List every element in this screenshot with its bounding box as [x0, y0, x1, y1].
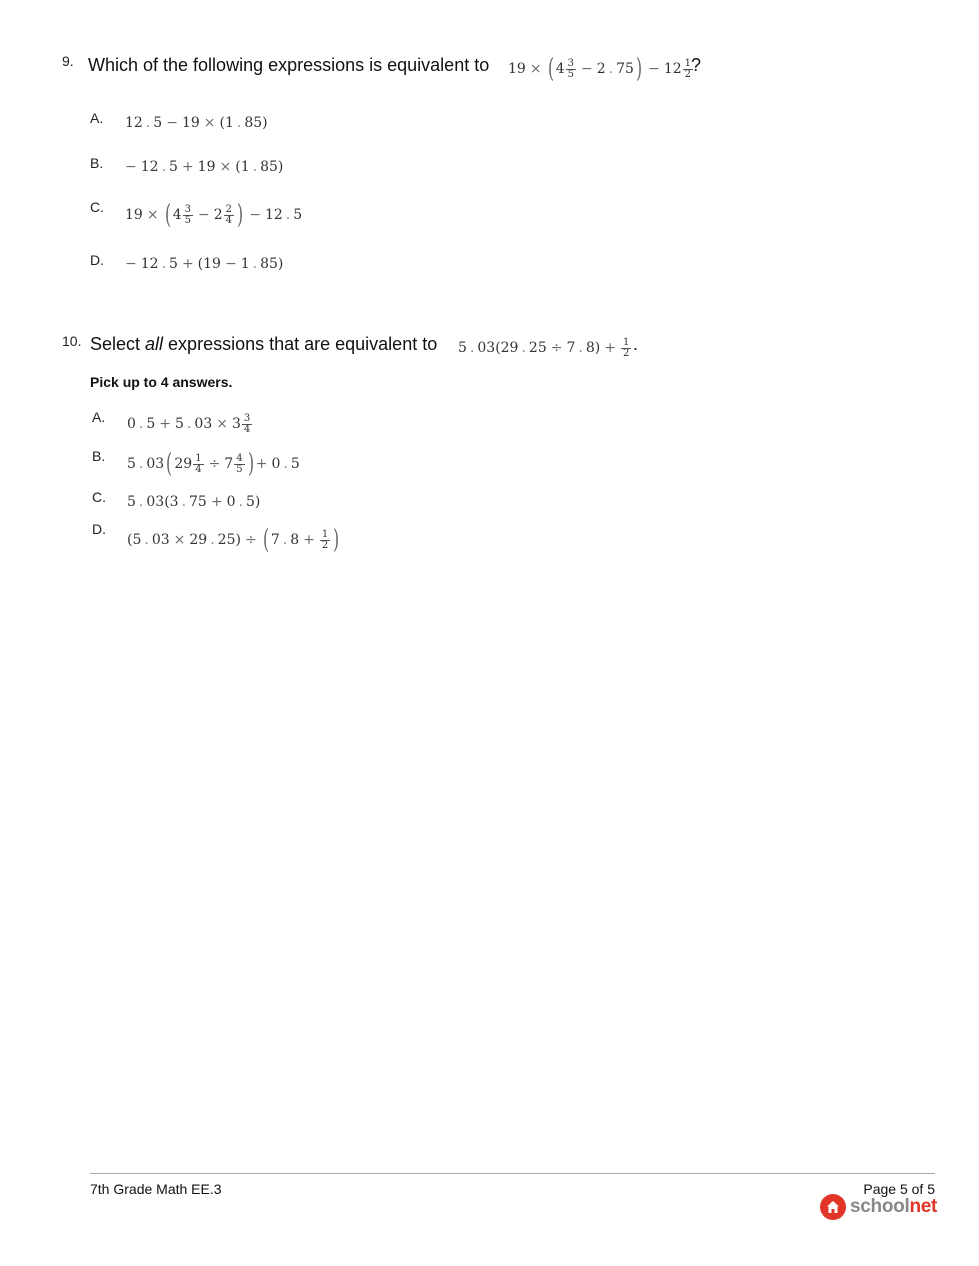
- q9-choice-b-letter[interactable]: B.: [90, 155, 104, 171]
- q10-choice-d-expression[interactable]: (5 . 03 × 29 . 25) ÷ ( 7 . 8 + $\frac{1}{2}$ ): [127, 525, 340, 555]
- question-10-number: 10.: [62, 333, 82, 349]
- q10-choice-b-letter[interactable]: B.: [92, 448, 106, 464]
- q9-choice-a-expression[interactable]: 12 . 5 − 19 × (1 . 85): [125, 115, 268, 131]
- q10-choice-d-letter[interactable]: D.: [92, 521, 106, 537]
- question-9-number: 9.: [62, 53, 74, 69]
- q9-choice-d-expression[interactable]: − 12 . 5 + (19 − 1 . 85): [125, 256, 284, 272]
- q10-choice-b-expression[interactable]: 5 . 03 ( 29 $\frac{1}{4}$ ÷ 7 $\frac{4}{5}$ ) + 0 . 5: [127, 449, 300, 479]
- question-10-end-mark: .: [633, 334, 639, 354]
- footer-page-number: Page 5 of 5: [863, 1181, 935, 1197]
- footer-divider: [90, 1173, 935, 1174]
- footer-test-title: 7th Grade Math EE.3: [90, 1181, 222, 1197]
- q10-choice-c-letter[interactable]: C.: [92, 489, 106, 505]
- question-9-prompt: Which of the following expressions is equivalent to: [88, 55, 490, 75]
- question-10-expression: 5 . 03(29 . 25 ÷ 7 . 8) + $\frac{1}{2}$: [458, 336, 630, 359]
- question-9-end-mark: ?: [691, 55, 702, 75]
- q9-choice-a-letter[interactable]: A.: [90, 110, 104, 126]
- q10-choice-a-letter[interactable]: A.: [92, 409, 106, 425]
- answer-limit-note: Pick up to 4 answers.: [90, 374, 233, 390]
- q9-choice-c-expression[interactable]: 19 × ( 4 $\frac{3}{5}$ − 2 $\frac{2}{4}$ ) − 12 . 5: [125, 200, 303, 230]
- logo-text-school: school: [850, 1196, 910, 1217]
- logo-text-net: net: [909, 1196, 938, 1217]
- q10-choice-a-expression[interactable]: 0 . 5 + 5 . 03 × 3 $\frac{3}{4}$: [127, 412, 251, 435]
- q9-choice-b-expression[interactable]: − 12 . 5 + 19 × (1 . 85): [125, 159, 284, 175]
- q9-choice-c-letter[interactable]: C.: [90, 199, 104, 215]
- q10-choice-c-expression[interactable]: 5 . 03(3 . 75 + 0 . 5): [127, 494, 261, 510]
- q9-choice-d-letter[interactable]: D.: [90, 252, 104, 268]
- question-10-prompt: Select all expressions that are equivalent to: [90, 334, 438, 354]
- schoolnet-logo: [820, 1194, 937, 1220]
- house-icon: [820, 1194, 846, 1220]
- question-9-expression: 19 × ( 4 $\frac{3}{5}$ − 2 . 75 ) − 12 $\frac{1}{2}$: [508, 54, 692, 84]
